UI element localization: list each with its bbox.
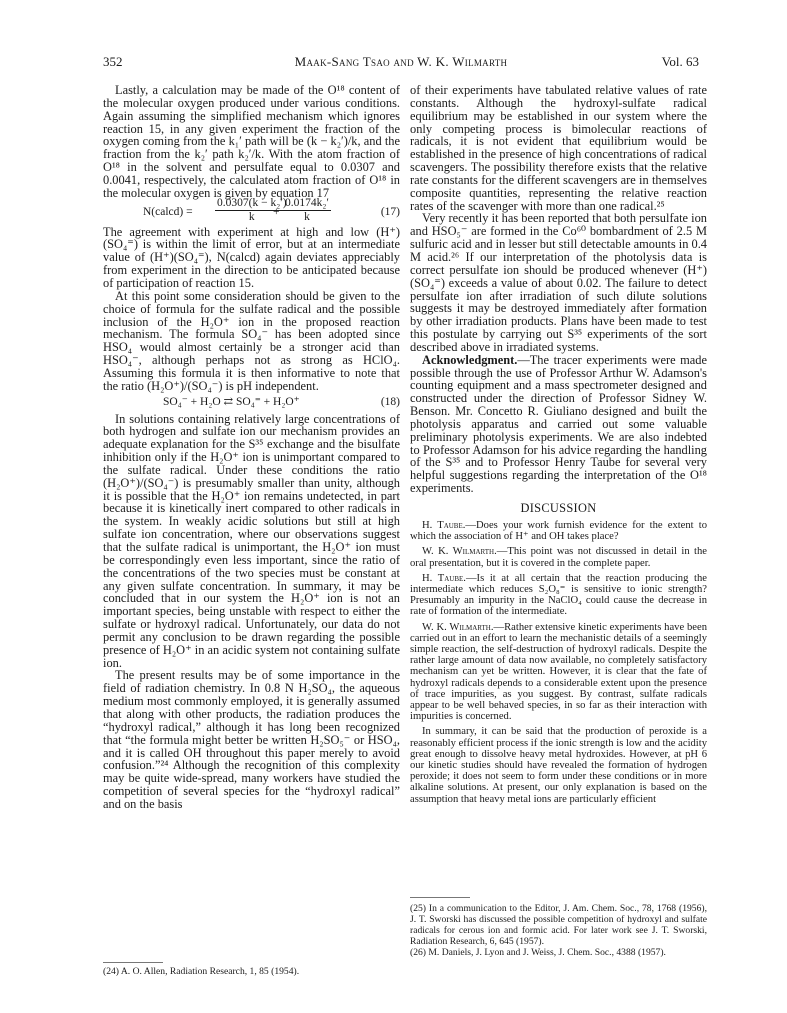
footnote-divider [103,962,163,963]
fraction-numerator: 0.0174k₂′ [285,196,329,209]
footnote-25: (25) In a communication to the Editor, J. Am. Chem. Soc., 78, 1768 (1956), J. T. Sworski has discussed the possible competition of hydroxyl and sulfate radicals for cerous ion and formic acid. For later work see J. T. Sworski, Radiation Research, 6, 645 (1957). [410,903,707,947]
discussion-text: —Does your work furnish evidence for the extent to which the association of H⁺ and OH takes place? [410,520,707,543]
acknowledgment-paragraph [410,354,707,495]
footnote-24: (24) A. O. Allen, Radiation Research, 1, 85 (1954). [103,966,300,977]
acknowledgment-text: —The tracer experiments were made possible through the use of Professor Arthur W. Adamson's counting equipment and a mass spectrometer designed and constructed under the direction of Professor Sidney W. Benson. Mr. Concetto R. Giuliano designed and built the photolysis apparatus and carried out some valuable preliminary photolysis experiments. We are also indebted to Professor Adamson for his advice regarding the handling of the S³⁵ and to Professor Henry Taube for several very helpful suggestions regarding the interpretation of the O¹⁸ experiments. [410,352,707,496]
paragraph: The present results may be of some importance in the field of radiation chemistry. In 0.8 N H₂SO₄, the aqueous medium most commonly employed, it is generally assumed that along with other products, the radiation produces the “hydroxyl radical,” although it has long been recognized that “the formula might better be written H₂SO₅⁻ or HSO₄, and it is called OH throughout this paper merely to avoid confusion.”²⁴ Although the recognition of this complexity may be quite wide-spread, many workers have studied the competition of several species for the “hydroxyl radical” and on the basis [103,668,400,811]
equation-fraction [283,197,331,224]
equation-lhs: N(calcd) = [143,205,193,218]
speaker-name: W. K. Wilmarth. [422,621,494,633]
paragraph: The agreement with experiment at high and low (H⁺)(SO₄⁼) is within the limit of error, but at an intermediate value of (H⁺)(SO₄⁼), N(calcd) again deviates appreciably from experiment in the direction to be anticipated because of participation of reaction 15. [103,224,400,290]
acknowledgment-heading: Acknowledgment. [422,352,518,367]
fraction-denominator: k [304,210,310,223]
paragraph: Lastly, a calculation may be made of the O¹⁸ content of the molecular oxygen produced under various conditions. Again assuming the simplified mechanism which ignores reaction 15, in any given experiment the fraction of the oxygen coming from the k₁′ path will be (k − k₂′)/k, and the fraction from the k₂′ path k₂′/k. With the atom fraction of O¹⁸ in the solvent and persulfate equal to 0.0307 and 0.0041, respectively, the calculated atom fraction of O¹⁸ in the molecular oxygen is given by equation 17 [103,83,400,200]
running-head-authors: Maak-Sang Tsao and W. K. Wilmarth [294,54,508,69]
speaker-name: H. Taube. [422,520,466,531]
equation-17 [103,196,400,224]
discussion-text: —Rather extensive kinetic experiments have been carried out in an effort to learn the mechanistic details of a seemingly simple reaction, the self-destruction of hydroxyl radicals. Despite the rather large amount of data now available, no completely satisfactory mechanism can yet be written. However, it is clear that the fate of hydroxyl radicals depends to a considerable extent upon the presence of trace impurities, as you suggest. By contrast, sulfate radicals appear to be well behaved species, in so far as their interaction with impurities is concerned. [410,621,707,723]
footnote-divider [410,897,470,898]
paragraph: At this point some consideration should be given to the choice of formula for the sulfate radical and the possible inclusion of the H₂O⁺ ion in the proposed reaction mechanism. The formula SO₄⁻ has been adopted since HSO₄ would almost certainly be a stronger acid than HSO₄⁻, although perhaps not as strong as HClO₄. Assuming this formula it is then informative to note that the ratio (H₂O⁺)/(SO₄⁻) is pH independent. [103,288,400,393]
paragraph: of their experiments have tabulated relative values of rate constants. Although the hydroxyl-sulfate radical equilibrium may be established in our system where the only competing process is bimolecular reactions of radicals, it is not evident that equilibrium would be established in the presence of high concentrations of radical scavengers. The possibility therefore exists that the relative rate constants for the different scavengers are in themselves composite quantities, representing the relative reaction rates of the scavenger with more than one radical.²⁵ [410,83,707,213]
equation-number: (17) [380,205,400,218]
discussion-text: —This point was not discussed in detail in the oral presentation, but it is covered in the complete paper. [410,546,707,569]
right-column [410,84,707,809]
equation-operator: + [273,205,280,218]
paragraph: Very recently it has been reported that both persulfate ion and HSO₅⁻ are formed in the Co⁶⁰ bombardment of 2.5 M sulfuric acid and in lesser but still detectable amounts in 0.4 M acid.²⁶ If our interpretation of the photolysis data is correct persulfate ion should be produced whenever (H⁺)(SO₄⁼) exceeds a value of about 0.02. The failure to detect persulfate ion after irradiation of such dilute solutions suggests it may be destroyed immediately after formation by other irradiation products. Plans have been made to test this postulate by carrying out S³⁵ experiments of the sort described above in irradiated systems. [410,211,707,354]
fraction-numerator: 0.0307(k − k₂′) [217,196,287,209]
discussion-text: —Is it at all certain that the reaction producing the intermediate which reduces S₂O₈⁼ is sensitive to ionic strength? Presumably an impurity in the NaClO₄ could cause the decrease in rate of formation of the intermediate. [410,572,707,618]
left-column [103,84,400,811]
volume-label: Vol. 63 [661,54,699,69]
discussion-entry [410,520,707,542]
discussion-heading: DISCUSSION [520,501,597,515]
discussion-entry [410,573,707,618]
equation-number: (18) [380,395,400,408]
discussion-entry: In summary, it can be said that the production of peroxide is a reasonably efficient process if the ionic strength is low and the acidity great enough to dissolve heavy metal hydroxides. However, at pH 6 our kinetic studies should have revealed the formation of hydrogen peroxide; it does not seem to form under these conditions or in more alkaline solutions. At present, our only explanation is based on the assumption that heavy metal ions are particularly efficient [410,726,707,805]
discussion-entry [410,622,707,723]
discussion-entry [410,546,707,568]
page-header [103,54,699,72]
paragraph: In solutions containing relatively large concentrations of both hydrogen and sulfate ion our mechanism provides an adequate explanation for the S³⁵ exchange and the bisulfate inhibition only if the H₂O⁺ ion is unimportant compared to the sulfate radical. Under these conditions the ratio (H₂O⁺)/(SO₄⁻) is presumably smaller than unity, although it is possible that the H₂O⁺ ion remains undetected, in part because it is kinetically inert compared to other radicals in the system. In weakly acidic solutions but still at high sulfate ion concentration, where our observations suggest that the sulfate radical is unimportant, the H₂O⁺ ion must be correspondingly even less important, since the ratio of the concentrations of the two species must be constant at any given sulfate concentration. In summary, it may be concluded that in our system the H₂O⁺ ion is not an important species, being unstable with respect to either the sulfate or hydroxyl radical. Unfortunately, our data do not permit any conclusion to be drawn regarding the possible presence of H₂O⁺ in an acidic system not containing sulfate ion. [103,411,400,670]
speaker-name: H. Taube. [422,572,466,584]
equation-18 [103,395,400,411]
equation-body: SO₄⁻ + H₂O ⇄ SO₄⁼ + H₂O⁺ [163,395,300,408]
footnote-26: (26) M. Daniels, J. Lyon and J. Weiss, J. Chem. Soc., 4388 (1957). [410,947,666,958]
footnotes-right [410,903,707,958]
page-number: 352 [103,54,123,69]
fraction-denominator: k [248,210,255,223]
speaker-name: W. K. Wilmarth. [422,546,497,558]
